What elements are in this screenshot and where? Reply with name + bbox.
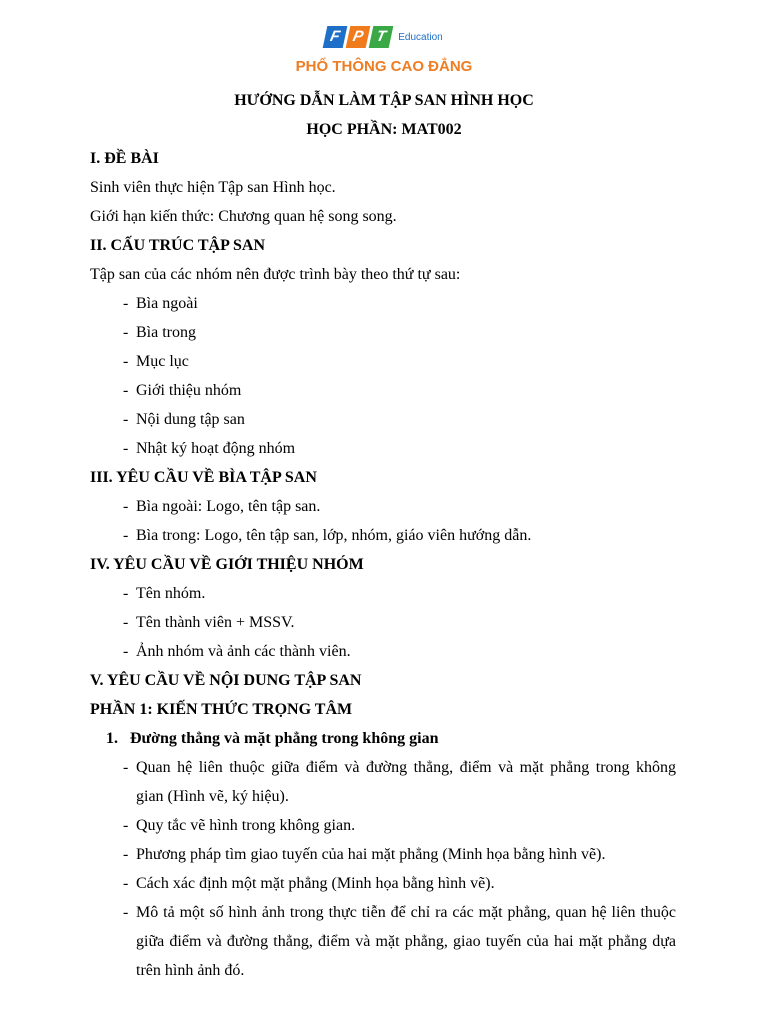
bullet-dash: - [123,324,129,341]
bullet-dash: - [123,527,129,544]
paragraph: Giới hạn kiến thức: Chương quan hệ song song. [90,208,397,225]
bullet-dash: - [123,643,129,660]
list-item-text: Phương pháp tìm giao tuyến của hai mặt phẳng (Minh họa bằng hình vẽ). [136,846,606,863]
list-item-continuation: gian (Hình vẽ, ký hiệu). [136,788,289,805]
list-item-text: Cách xác định một mặt phẳng (Minh họa bằng hình vẽ). [136,875,495,892]
logo-letter-t: T [369,26,394,48]
list-item-continuation: trên hình ảnh đó. [136,962,245,979]
fpt-education-logo [0,26,768,48]
item-title: Đường thẳng và mặt phẳng trong không gian [130,730,439,747]
bullet-dash: - [123,875,129,892]
course-code: HỌC PHẦN: MAT002 [306,121,462,138]
list-item [123,497,320,517]
list-item [123,381,241,401]
list-item [123,584,205,604]
item-number: 1. [106,730,118,747]
list-item [123,526,531,546]
bullet-dash: - [123,440,129,457]
section-heading: IV. YÊU CẦU VỀ GIỚI THIỆU NHÓM [90,556,364,573]
list-item-text: Nội dung tập san [136,411,245,428]
bullet-dash: - [123,411,129,428]
list-item [123,613,295,633]
bullet-dash: - [123,382,129,399]
part-heading: PHẦN 1: KIẾN THỨC TRỌNG TÂM [90,701,353,718]
section-heading: V. YÊU CẦU VỀ NỘI DUNG TẬP SAN [90,672,362,689]
list-item [123,323,196,343]
list-item [123,410,245,430]
list-item [123,642,351,662]
bullet-dash: - [123,353,129,370]
list-item-text: Giới thiệu nhóm [136,382,242,399]
list-item [123,439,295,459]
list-item [123,816,355,836]
list-item [123,845,605,865]
logo-education-text: Education [398,31,443,43]
list-item-text: Tên nhóm. [136,585,206,602]
list-item-text: Mục lục [136,353,189,370]
list-item-text: Bìa ngoài: Logo, tên tập san. [136,498,321,515]
bullet-dash: - [123,614,129,631]
list-item-continuation: giữa điểm và đường thẳng, điểm và mặt phẳng, giao tuyến của hai mặt phẳng dựa [136,933,676,950]
list-item [123,352,189,372]
bullet-dash: - [123,585,129,602]
document-title: HƯỚNG DẪN LÀM TẬP SAN HÌNH HỌC [234,92,534,109]
bullet-dash: - [123,295,129,312]
list-item [123,294,198,314]
list-item-text: Mô tả một số hình ảnh trong thực tiễn để chỉ ra các mặt phẳng, quan hệ liên thuộc [136,904,676,921]
list-item-text: Bìa ngoài [136,295,198,312]
list-item [123,758,676,778]
paragraph: Tập san của các nhóm nên được trình bày theo thứ tự sau: [90,266,461,283]
bullet-dash: - [123,846,129,863]
logo-letter-p: P [346,26,371,48]
bullet-dash: - [123,498,129,515]
paragraph: Sinh viên thực hiện Tập san Hình học. [90,179,336,196]
list-item-text: Tên thành viên + MSSV. [136,614,295,631]
list-item-text: Bìa trong [136,324,196,341]
section-heading: II. CẤU TRÚC TẬP SAN [90,237,265,254]
section-heading: III. YÊU CẦU VỀ BÌA TẬP SAN [90,469,317,486]
logo-letter-f: F [323,26,348,48]
list-item-text: Quan hệ liên thuộc giữa điểm và đường thẳng, điểm và mặt phẳng trong không [136,759,676,776]
school-name: PHỔ THÔNG CAO ĐẲNG [295,58,473,75]
list-item-text: Nhật ký hoạt động nhóm [136,440,296,457]
bullet-dash: - [123,904,129,921]
list-item-text: Bìa trong: Logo, tên tập san, lớp, nhóm, giáo viên hướng dẫn. [136,527,532,544]
list-item-text: Ảnh nhóm và ảnh các thành viên. [136,643,351,660]
numbered-heading [106,729,438,749]
bullet-dash: - [123,817,129,834]
section-heading: I. ĐỀ BÀI [90,150,159,167]
bullet-dash: - [123,759,129,776]
list-item [123,874,495,894]
list-item-text: Quy tắc vẽ hình trong không gian. [136,817,356,834]
list-item [123,903,676,923]
